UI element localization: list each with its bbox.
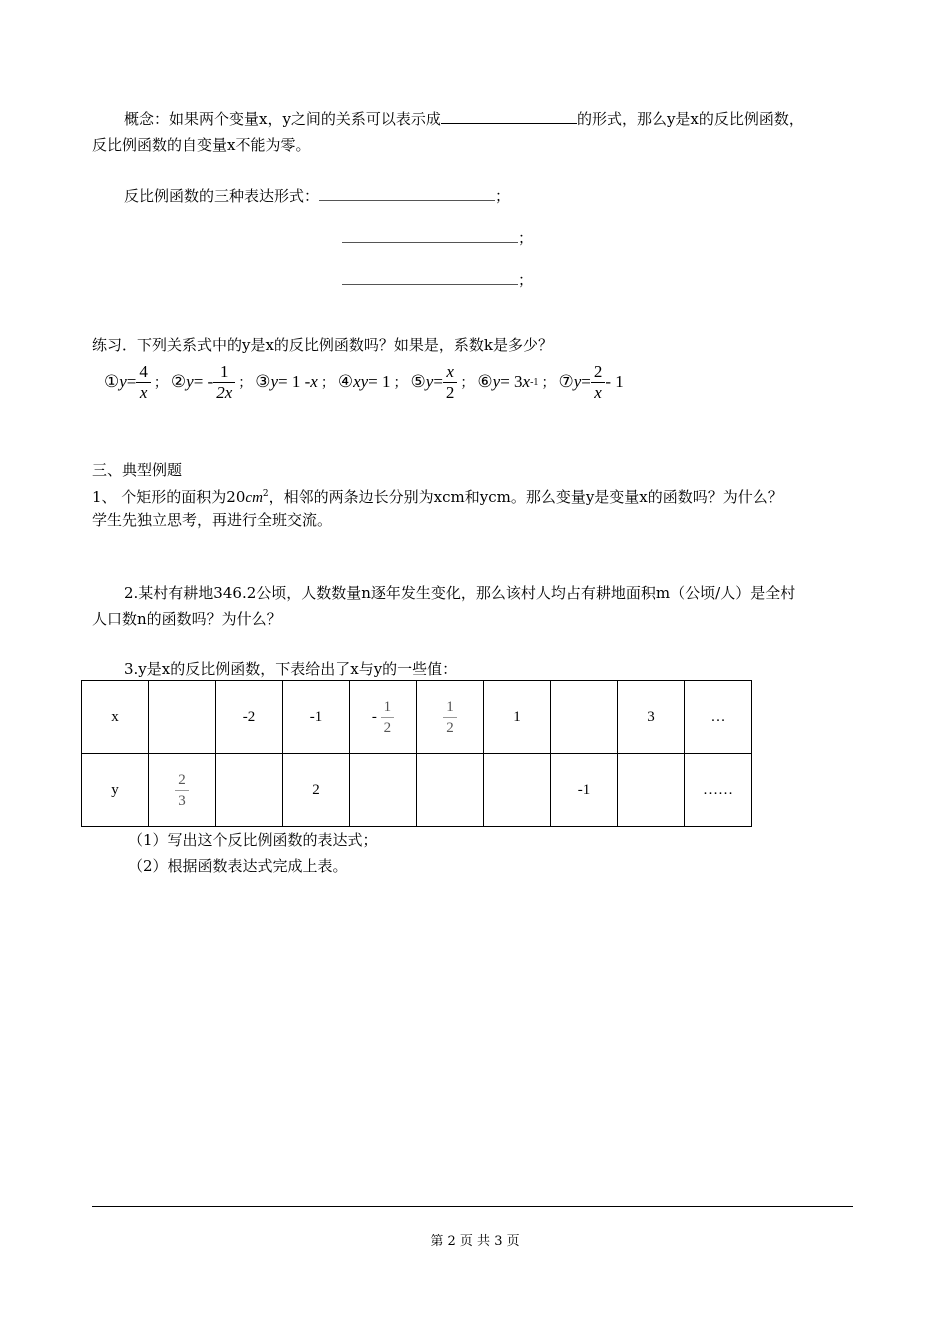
formula-3-rhs: = 1 -: [278, 372, 311, 391]
formula-7-mark: ⑦: [558, 372, 574, 391]
formula-7-frac: [591, 362, 606, 403]
formula-2-num: 1: [213, 362, 235, 383]
concept-text-3: 反比例函数的自变量x不能为零。: [92, 136, 311, 154]
cell-y-1-den: 3: [178, 792, 186, 809]
question-1: [128, 828, 378, 852]
example-1-text-c: 学生先独立思考，再进行全班交流。: [92, 511, 333, 529]
example-1-text-a: 1、 个矩形的面积为20: [92, 488, 246, 506]
formula-6: [477, 372, 538, 392]
formula-sep-3: ；: [320, 375, 335, 391]
cell-x-4-den: 2: [383, 719, 392, 736]
cell-x-5-frac: [443, 697, 457, 738]
formula-5-eq: =: [433, 372, 443, 391]
forms-blank-2[interactable]: [342, 228, 518, 243]
formula-7-tail: - 1: [605, 372, 624, 391]
formula-1-num: 4: [136, 362, 151, 383]
cell-x-6: 1: [484, 681, 551, 754]
values-table: [81, 680, 752, 827]
formula-sep-1: ；: [153, 375, 168, 391]
cell-x-7[interactable]: [551, 681, 618, 754]
forms-line-3: [342, 268, 533, 292]
formula-3-lhs: y: [270, 372, 279, 391]
formula-4-lhs: xy: [353, 372, 369, 391]
examples-heading: [92, 458, 182, 482]
formula-4: [338, 372, 391, 392]
cell-y-8[interactable]: [618, 754, 685, 827]
example-1-unit: cm: [245, 490, 263, 506]
exercise-formulas: [104, 352, 624, 412]
cell-x-4-neg: -: [371, 708, 381, 725]
formula-1-den: x: [139, 382, 148, 402]
cell-y-5[interactable]: [417, 754, 484, 827]
formula-sep-5: ；: [460, 375, 475, 391]
example-2-line-2: [92, 607, 282, 631]
exercise-title-text: 练习．下列关系式中的y是x的反比例函数吗？如果是，系数k是多少？: [92, 336, 554, 354]
question-2-text: （2）根据函数表达式完成上表。: [128, 857, 348, 875]
formula-7-lhs: y: [573, 372, 582, 391]
formula-1-mark: ①: [104, 372, 120, 391]
cell-y-1: [149, 754, 216, 827]
formula-2-mark: ②: [170, 372, 187, 391]
example-2-line-1: [124, 581, 795, 605]
cell-y-1-num: 2: [175, 770, 189, 791]
formula-4-mark: ④: [337, 372, 354, 391]
cell-x-label: x: [82, 681, 149, 754]
formula-sep-4: ；: [393, 375, 408, 391]
example-1-sup: 2: [262, 489, 269, 499]
cell-x-4-frac: [381, 697, 395, 738]
cell-y-7: -1: [551, 754, 618, 827]
cell-x-5-num: 1: [443, 697, 457, 718]
formula-3-var: x: [310, 372, 318, 391]
forms-line-1: [124, 184, 510, 208]
formula-4-rhs: = 1: [368, 372, 391, 391]
example-1-line-2: [92, 508, 332, 532]
cell-x-8: 3: [618, 681, 685, 754]
example-3-line: [124, 657, 457, 681]
cell-x-4: [350, 681, 417, 754]
formula-6-lhs: y: [492, 372, 501, 391]
formula-2-den: 2x: [216, 382, 233, 402]
formula-7-den: x: [594, 382, 602, 402]
formula-1: [104, 362, 151, 403]
formula-6-mark: ⑥: [477, 372, 493, 391]
formula-7-num: 2: [591, 362, 606, 383]
cell-y-label: y: [82, 754, 149, 827]
concept-text-1: 概念：如果两个变量x，y之间的关系可以表示成: [124, 110, 441, 128]
forms-blank-1[interactable]: [319, 186, 495, 201]
cell-y-2[interactable]: [216, 754, 283, 827]
page-footer: 第 2 页 共 3 页: [430, 1234, 520, 1249]
table-row-y: [82, 754, 752, 827]
cell-x-4-num: 1: [381, 697, 395, 718]
example-2-text-b: 人口数n的函数吗？为什么？: [92, 610, 282, 628]
cell-y-4[interactable]: [350, 754, 417, 827]
formula-2: [171, 362, 235, 403]
forms-sep-3: ；: [518, 271, 534, 289]
cell-x-9: …: [685, 681, 752, 754]
formula-5-num: x: [443, 362, 458, 383]
formula-5-mark: ⑤: [410, 372, 426, 391]
concept-line-1: [124, 107, 804, 131]
formula-1-lhs: y: [119, 372, 127, 391]
formula-5-lhs: y: [425, 372, 434, 391]
formula-7: [558, 362, 623, 403]
formula-2-lhs: y: [186, 372, 194, 391]
cell-y-6[interactable]: [484, 754, 551, 827]
formula-5-frac: [443, 362, 458, 403]
formula-3: [255, 372, 318, 392]
formula-sep-2: ；: [238, 375, 253, 391]
cell-x-1[interactable]: [149, 681, 216, 754]
question-2: [128, 854, 348, 878]
formula-1-eq: =: [126, 372, 137, 391]
formula-7-eq: =: [581, 372, 591, 391]
concept-blank[interactable]: [441, 107, 577, 124]
example-1-line-1: [92, 482, 783, 510]
formula-6-rhs: = 3: [500, 372, 523, 391]
forms-sep-1: ；: [495, 187, 511, 205]
concept-line-2: [92, 133, 310, 157]
formula-2-eq: = -: [193, 372, 214, 391]
formula-2-frac: [213, 362, 235, 403]
table-row-x: [82, 681, 752, 754]
formula-sep-6: ；: [541, 375, 556, 391]
example-1-text-b: ，相邻的两条边长分别为xcm和ycm。那么变量y是变量x的函数吗？为什么？: [268, 488, 783, 506]
cell-x-5: [417, 681, 484, 754]
formula-3-mark: ③: [255, 372, 271, 391]
example-2-text-a: 2.某村有耕地346.2公顷，人数数量n逐年发生变化，那么该村人均占有耕地面积m（公顷/人）是全村: [124, 584, 796, 602]
footer-divider: [92, 1206, 853, 1207]
forms-blank-3[interactable]: [342, 270, 518, 285]
cell-y-3: 2: [283, 754, 350, 827]
forms-line-2: [342, 226, 533, 250]
forms-sep-2: ；: [518, 229, 534, 247]
concept-text-2: 的形式，那么y是x的反比例函数，: [576, 110, 804, 128]
example-3-text: 3.y是x的反比例函数，下表给出了x与y的一些值：: [124, 660, 458, 678]
formula-6-sup: -1: [530, 376, 539, 388]
cell-x-3: -1: [283, 681, 350, 754]
forms-label: 反比例函数的三种表达形式：: [124, 187, 320, 205]
cell-y-1-frac: [175, 770, 189, 811]
cell-y-9: ……: [685, 754, 752, 827]
examples-heading-text: 三、典型例题: [92, 461, 183, 479]
cell-x-5-den: 2: [446, 719, 454, 736]
formula-6-var: x: [522, 372, 531, 391]
formula-5-den: 2: [445, 382, 455, 402]
cell-x-2: -2: [216, 681, 283, 754]
formula-1-frac: [136, 362, 151, 403]
formula-5: [411, 362, 458, 403]
question-1-text: （1）写出这个反比例函数的表达式；: [128, 831, 378, 849]
